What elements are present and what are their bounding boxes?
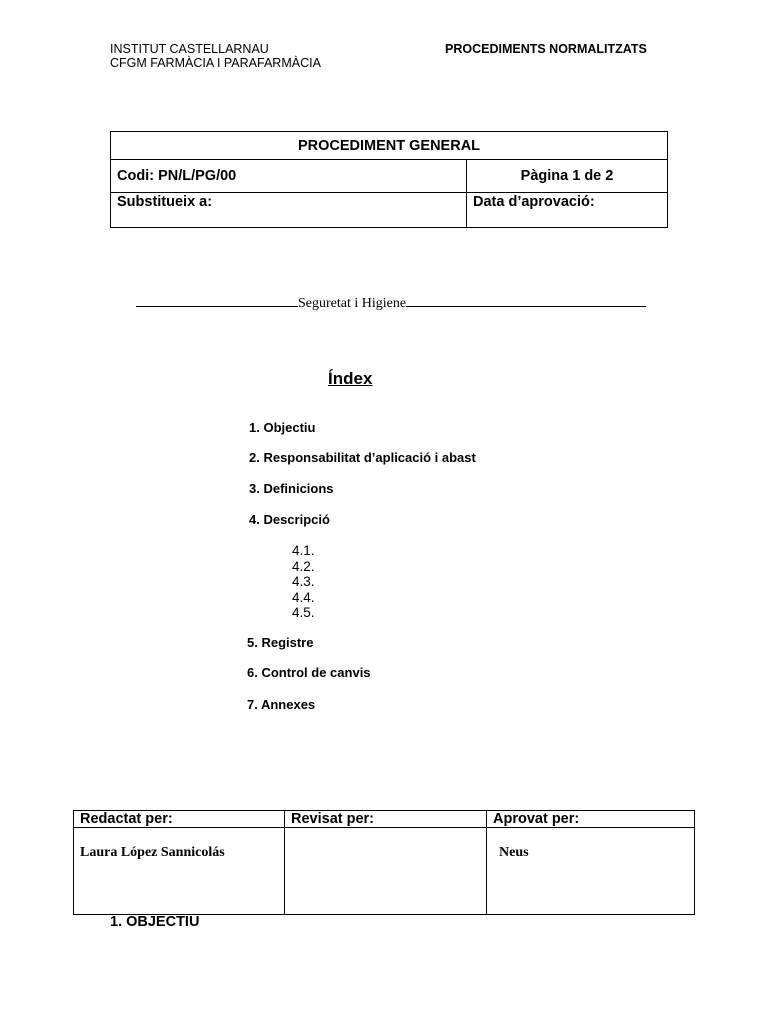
- toc-item-responsibility: 2. Responsabilitat d’aplicació i abast: [249, 450, 476, 465]
- approved-by-value: Neus: [487, 828, 695, 915]
- reviewed-by-label: Revisat per:: [285, 811, 487, 828]
- toc-item-change-control: 6. Control de canvis: [247, 665, 371, 680]
- procedure-title: PROCEDIMENT GENERAL: [111, 132, 668, 160]
- toc-item-objective: 1. Objectiu: [249, 420, 316, 435]
- procedure-info-table: [110, 131, 668, 228]
- toc-item-register: 5. Registre: [247, 635, 314, 650]
- index-title: Índex: [328, 369, 373, 388]
- signature-table: [73, 810, 695, 915]
- toc-subitem: 4.2.: [292, 558, 315, 574]
- page-number: Pàgina 1 de 2: [467, 160, 668, 193]
- page-header-left: [110, 42, 321, 70]
- subject-underline-left: [136, 293, 298, 307]
- written-by-value: Laura López Sannicolás: [74, 828, 285, 915]
- course-name: CFGM FARMÀCIA I PARAFARMÀCIA: [110, 56, 321, 70]
- approved-by-label: Aprovat per:: [487, 811, 695, 828]
- subject-line: [136, 293, 659, 312]
- replaces-field: Substitueix a:: [111, 193, 467, 228]
- toc-item-annexes: 7. Annexes: [247, 697, 316, 712]
- toc-subitem: 4.1.: [292, 543, 315, 558]
- toc-subitem: 4.5.: [292, 605, 315, 620]
- toc-subitem: 4.4.: [292, 589, 315, 605]
- toc-item-definitions: 3. Definicions: [249, 481, 334, 496]
- institution-name: INSTITUT CASTELLARNAU: [110, 42, 269, 56]
- reviewed-by-value: [285, 828, 487, 915]
- toc-subitem: 4.3.: [292, 574, 315, 589]
- approval-date-field: Data d’aprovació:: [467, 193, 668, 228]
- toc-subitems: [292, 543, 315, 621]
- subject-underline-right: [406, 293, 646, 307]
- procedure-code: Codi: PN/L/PG/00: [111, 160, 467, 193]
- document-type: PROCEDIMENTS NORMALITZATS: [445, 42, 647, 56]
- subject-title: Seguretat i Higiene: [298, 296, 407, 311]
- toc-item-description: 4. Descripció: [249, 512, 330, 527]
- written-by-label: Redactat per:: [74, 811, 285, 828]
- section-heading-objective: 1. OBJECTIU: [110, 914, 200, 930]
